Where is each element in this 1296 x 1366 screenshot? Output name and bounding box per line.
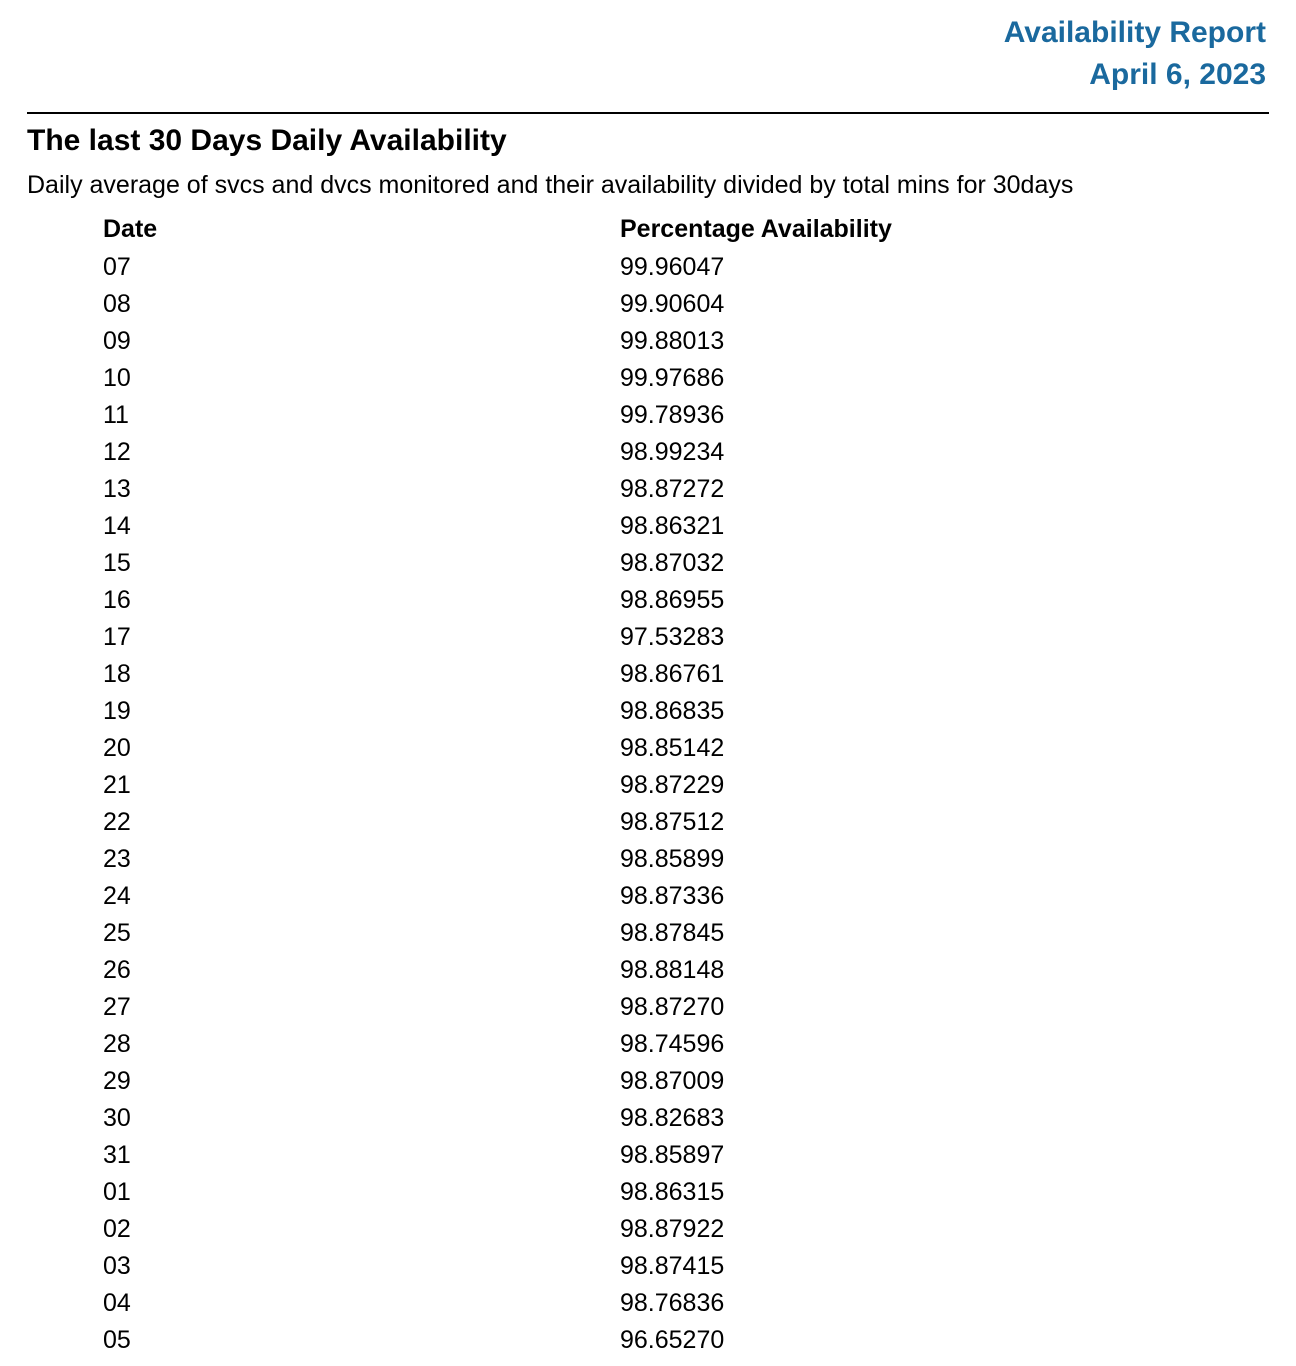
availability-table-body [103, 249, 892, 1359]
date-cell: 13 [103, 475, 131, 503]
date-cell: 20 [103, 734, 131, 762]
table-row [103, 767, 892, 804]
date-cell: 21 [103, 771, 131, 799]
availability-cell: 97.53283 [620, 623, 725, 651]
table-row [103, 915, 892, 952]
table-row [103, 545, 892, 582]
table-row [103, 619, 892, 656]
table-row [103, 989, 892, 1026]
date-cell: 15 [103, 549, 131, 577]
availability-cell: 99.88013 [620, 327, 725, 355]
date-cell: 07 [103, 253, 131, 281]
availability-cell: 98.87415 [620, 1252, 725, 1280]
date-cell: 30 [103, 1104, 131, 1132]
table-row [103, 1026, 892, 1063]
date-cell: 10 [103, 364, 131, 392]
document-header [0, 0, 1296, 96]
date-cell: 16 [103, 586, 131, 614]
table-row [103, 1137, 892, 1174]
availability-cell: 98.87229 [620, 771, 725, 799]
table-row [103, 508, 892, 545]
availability-cell: 99.78936 [620, 401, 725, 429]
date-cell: 29 [103, 1067, 131, 1095]
availability-cell: 98.99234 [620, 438, 725, 466]
availability-cell: 98.85142 [620, 734, 725, 762]
table-row [103, 286, 892, 323]
date-cell: 02 [103, 1215, 131, 1243]
table-row [103, 804, 892, 841]
availability-cell: 96.65270 [620, 1326, 725, 1354]
table-row [103, 1285, 892, 1322]
table-row [103, 360, 892, 397]
table-row [103, 841, 892, 878]
availability-cell: 98.87032 [620, 549, 725, 577]
section-subtitle: Daily average of svcs and dvcs monitored and their availability divided by total mins for 30days [27, 171, 1074, 199]
table-row [103, 397, 892, 434]
date-cell: 31 [103, 1141, 131, 1169]
availability-cell: 99.97686 [620, 364, 725, 392]
availability-cell: 98.87009 [620, 1067, 725, 1095]
date-cell: 26 [103, 956, 131, 984]
table-row [103, 1322, 892, 1359]
table-row [103, 730, 892, 767]
date-cell: 23 [103, 845, 131, 873]
report-date: April 6, 2023 [1089, 58, 1266, 91]
column-header-date: Date [103, 214, 158, 243]
header-divider [27, 112, 1269, 114]
table-row [103, 878, 892, 915]
availability-cell: 98.86321 [620, 512, 725, 540]
table-row [103, 1100, 892, 1137]
availability-table [103, 209, 892, 1359]
date-cell: 27 [103, 993, 131, 1021]
date-cell: 24 [103, 882, 131, 910]
date-cell: 18 [103, 660, 131, 688]
table-row [103, 582, 892, 619]
availability-cell: 98.88148 [620, 956, 725, 984]
availability-cell: 98.87270 [620, 993, 725, 1021]
date-cell: 25 [103, 919, 131, 947]
availability-cell: 98.87272 [620, 475, 725, 503]
table-row [103, 249, 892, 286]
availability-cell: 98.76836 [620, 1289, 725, 1317]
date-cell: 03 [103, 1252, 131, 1280]
table-row [103, 1063, 892, 1100]
availability-cell: 98.87845 [620, 919, 725, 947]
table-row [103, 1248, 892, 1285]
availability-cell: 98.87336 [620, 882, 725, 910]
availability-cell: 98.85899 [620, 845, 725, 873]
availability-cell: 98.74596 [620, 1030, 725, 1058]
availability-cell: 99.96047 [620, 253, 725, 281]
table-row [103, 656, 892, 693]
date-cell: 28 [103, 1030, 131, 1058]
table-row [103, 323, 892, 360]
table-row [103, 952, 892, 989]
date-cell: 01 [103, 1178, 131, 1206]
availability-cell: 98.86835 [620, 697, 725, 725]
report-title: Availability Report [1003, 16, 1266, 49]
table-row [103, 693, 892, 730]
availability-cell: 98.87512 [620, 808, 725, 836]
date-cell: 08 [103, 290, 131, 318]
table-row [103, 1211, 892, 1248]
date-cell: 19 [103, 697, 131, 725]
availability-cell: 99.90604 [620, 290, 725, 318]
date-cell: 12 [103, 438, 131, 466]
availability-cell: 98.82683 [620, 1104, 725, 1132]
column-header-percentage-availability: Percentage Availability [620, 214, 892, 243]
section-heading: The last 30 Days Daily Availability [27, 124, 507, 157]
table-row [103, 1174, 892, 1211]
table-header-row [103, 209, 892, 249]
availability-cell: 98.87922 [620, 1215, 725, 1243]
date-cell: 05 [103, 1326, 131, 1354]
date-cell: 22 [103, 808, 131, 836]
table-row [103, 471, 892, 508]
table-row [103, 434, 892, 471]
availability-cell: 98.86315 [620, 1178, 725, 1206]
date-cell: 14 [103, 512, 131, 540]
availability-cell: 98.86761 [620, 660, 725, 688]
date-cell: 04 [103, 1289, 131, 1317]
availability-cell: 98.85897 [620, 1141, 725, 1169]
date-cell: 09 [103, 327, 131, 355]
date-cell: 11 [103, 401, 129, 429]
date-cell: 17 [103, 623, 131, 651]
availability-cell: 98.86955 [620, 586, 725, 614]
